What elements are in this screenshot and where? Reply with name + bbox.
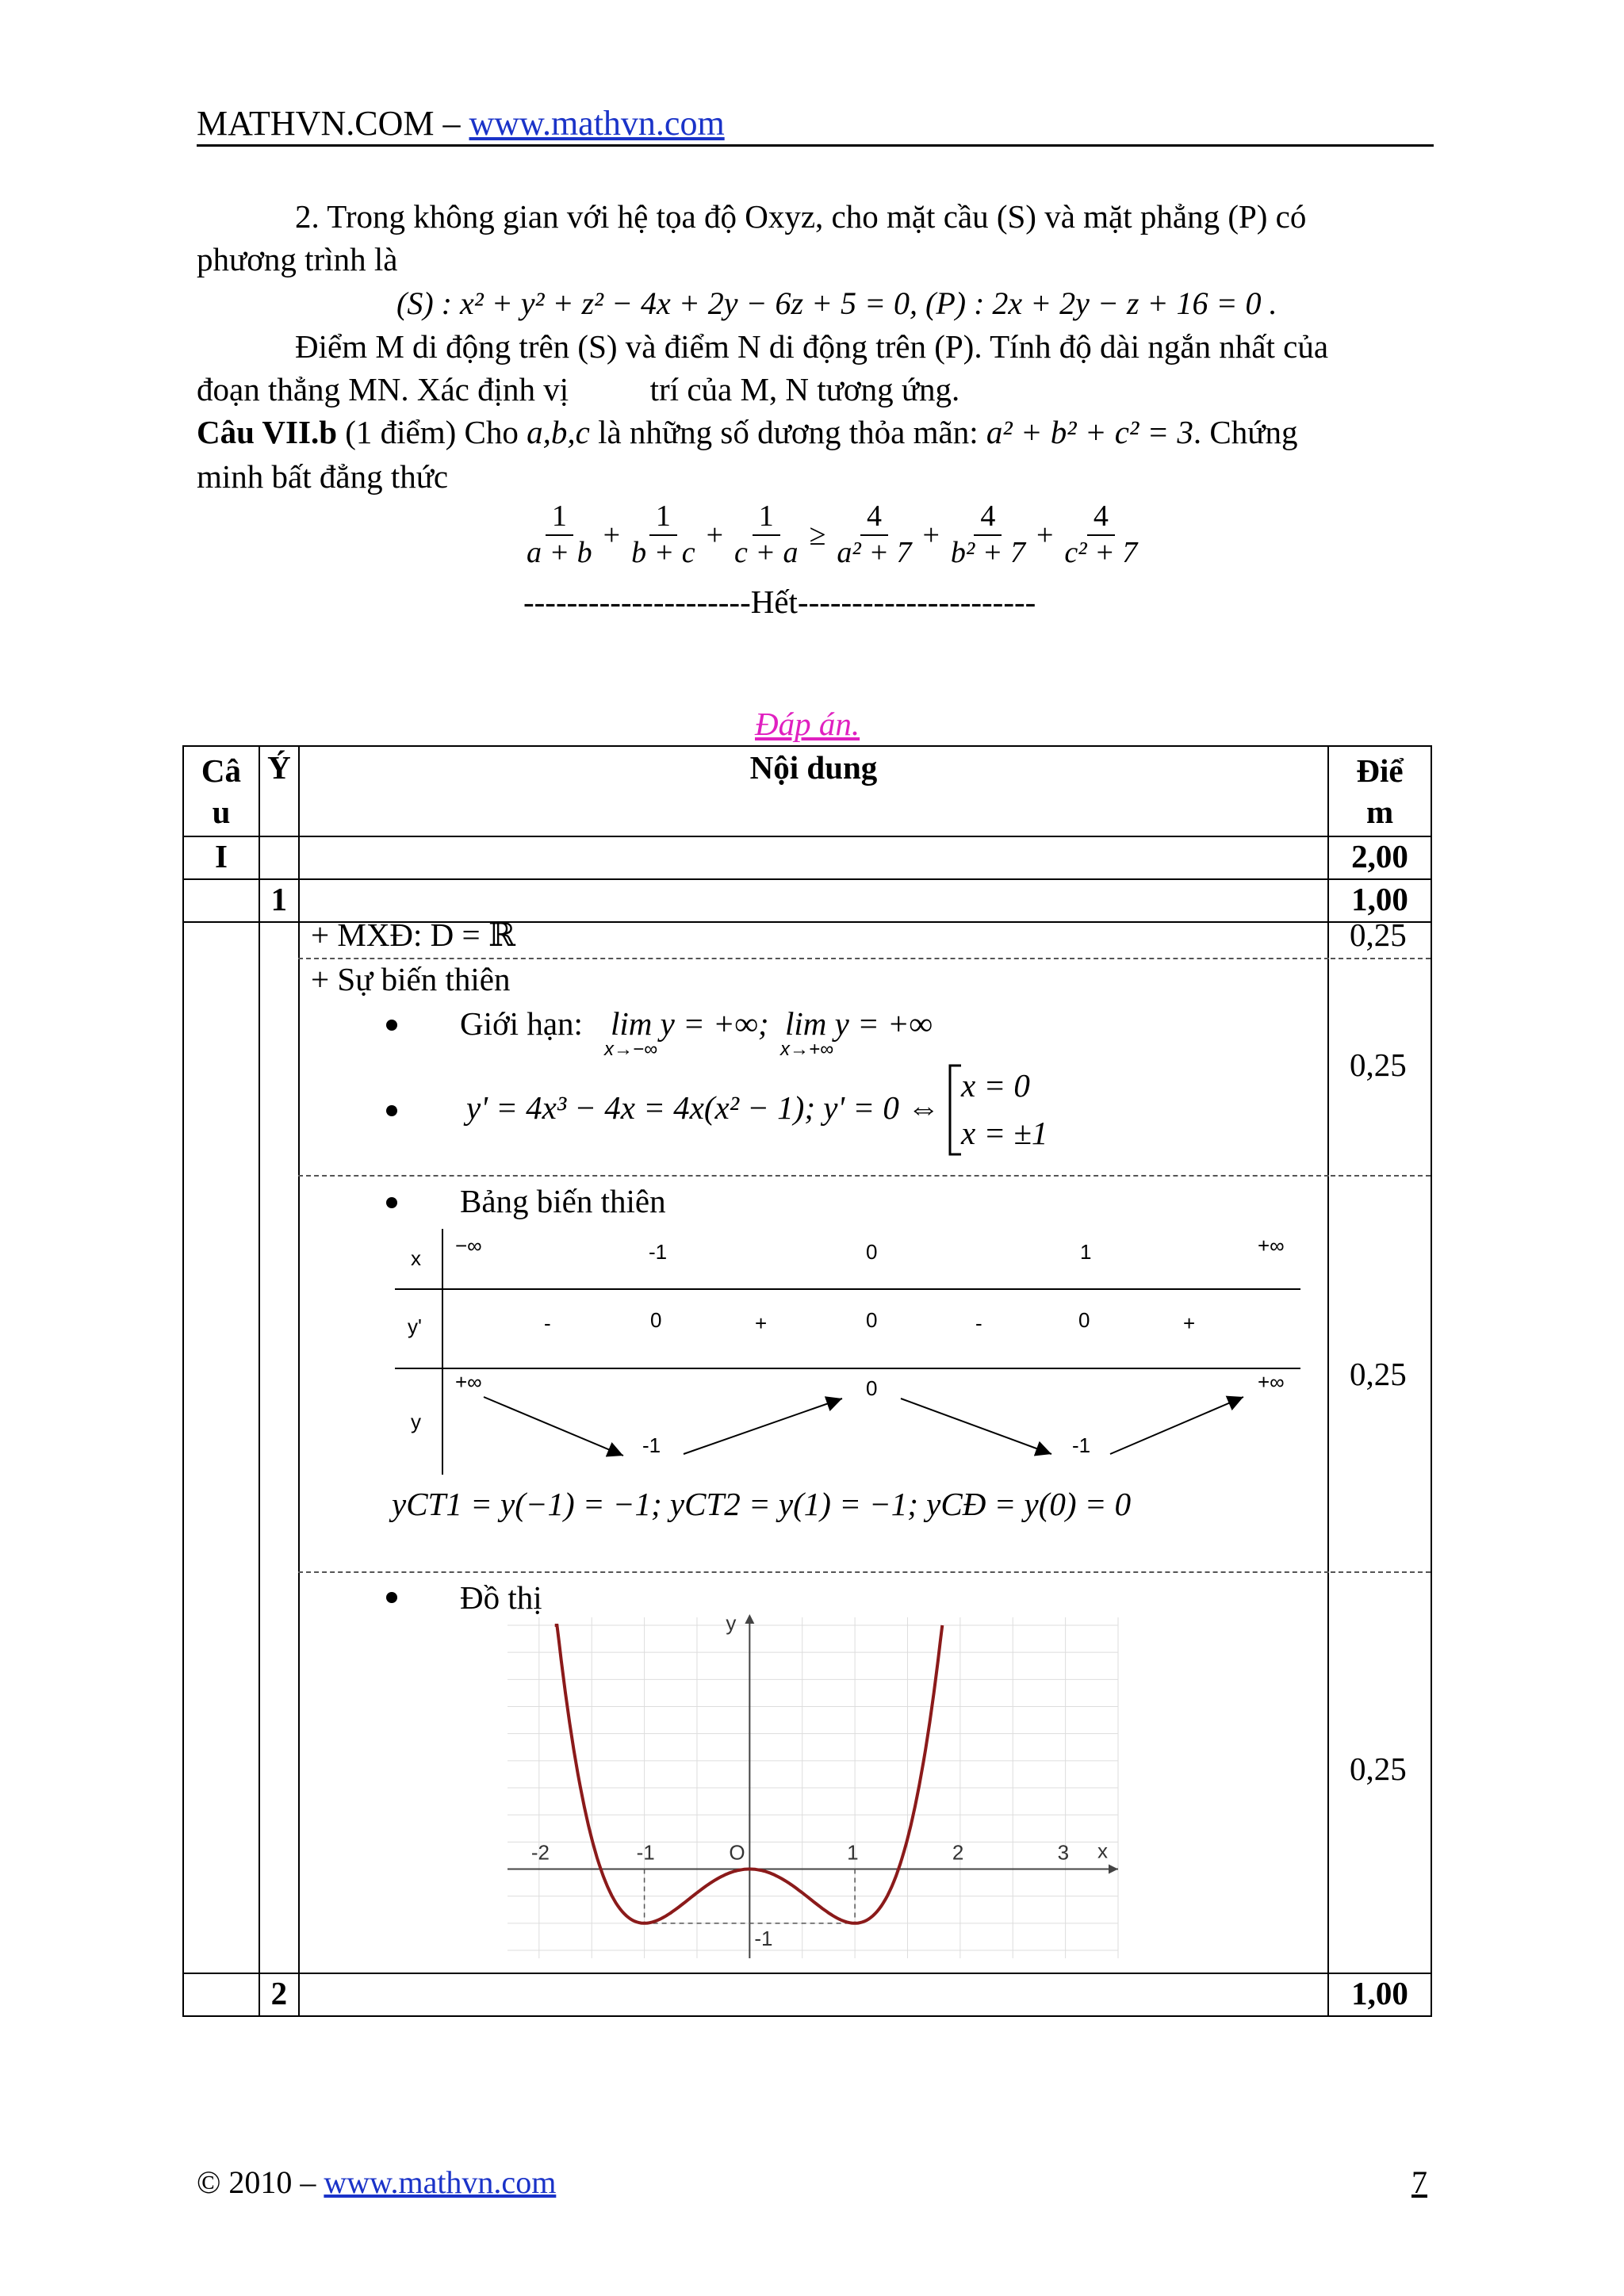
divider xyxy=(298,1571,1329,1573)
row-I-diem: 2,00 xyxy=(1328,836,1431,879)
fraction xyxy=(520,499,599,570)
fraction-den: a² + 7 xyxy=(837,535,912,569)
content-cau xyxy=(183,922,259,1973)
variation-table xyxy=(389,1229,1308,1475)
y-axis-label: y xyxy=(726,1611,737,1635)
fraction-den: a + b xyxy=(527,535,592,569)
lim1: lim y = +∞; xyxy=(611,1005,769,1042)
header-diem-text: Điể m xyxy=(1356,752,1404,830)
problem2-line1: 2. Trong không gian với hệ tọa độ Oxyz, cho mặt cầu (S) và mặt phẳng (P) có xyxy=(295,198,1307,235)
bbt-yp-val: 0 xyxy=(1078,1308,1090,1332)
bbt-y-label: y xyxy=(411,1410,421,1433)
divider xyxy=(1331,1175,1431,1177)
bbt-x-val: 1 xyxy=(1080,1240,1092,1264)
su-bien-thien: + Sự biến thiên xyxy=(311,961,511,997)
gioi-han-label: Giới hạn: xyxy=(460,1005,583,1042)
mxd: + MXĐ: D = ℝ xyxy=(311,916,515,953)
table-row xyxy=(183,836,1431,879)
row-I-y xyxy=(259,836,299,879)
end-marker: ---------------------Hết---------------------- xyxy=(523,584,1036,620)
x-tick-label: -2 xyxy=(530,1840,550,1865)
problem2-line2: phương trình là xyxy=(197,241,398,277)
bbt-yp-val: - xyxy=(544,1311,551,1335)
mxd-score: 0,25 xyxy=(1350,916,1407,953)
fraction xyxy=(1058,499,1143,570)
function-graph xyxy=(508,1609,1126,1966)
cau7b-line2: minh bất đẳng thức xyxy=(197,458,449,495)
x-tick-label: 2 xyxy=(952,1840,964,1865)
row-1-cau xyxy=(183,879,259,922)
bbt-x-val: −∞ xyxy=(455,1234,482,1257)
bbt-yp-label: y' xyxy=(408,1314,422,1338)
x-axis-label: x xyxy=(1097,1839,1108,1863)
cau7b-text1: (1 điểm) Cho xyxy=(337,414,527,450)
header-cau xyxy=(183,746,259,836)
answer-title: Đáp án. xyxy=(755,706,860,742)
header-link[interactable]: www.mathvn.com xyxy=(469,104,725,143)
x-tick-label: -1 xyxy=(636,1840,655,1865)
score2: 0,25 xyxy=(1350,1047,1407,1083)
inequality: $\frac{1}{a + b}$ + $\frac{1}{b + c}$ + $\frac{1}{c + a}$ ≥ $\frac{4}{\text{a² + 7}}$ + $\frac{4}{\text{b² + 7}}$ + $\frac{4}{\text{c² + 7}}$ xyxy=(515,499,1148,570)
lim2-sub: x→+∞ xyxy=(780,1039,834,1060)
extrema: yCT1 = y(−1) = −1; yCT2 = y(1) = −1; yCĐ = y(0) = 0 xyxy=(392,1486,1132,1522)
header-cau-text: Câ u xyxy=(201,752,242,830)
fraction-den: c² + 7 xyxy=(1064,535,1138,569)
footer-link[interactable]: www.mathvn.com xyxy=(324,2164,557,2200)
fraction-den: b² + 7 xyxy=(950,535,1025,569)
system-eq2: x = ±1 xyxy=(961,1115,1048,1151)
header-site: MATHVN.COM – xyxy=(197,104,469,143)
bullet-icon xyxy=(386,1197,397,1208)
cau7b-line1 xyxy=(197,412,1298,453)
row-I-cau: I xyxy=(183,836,259,879)
lim2: lim y = +∞ xyxy=(785,1005,933,1042)
content-y xyxy=(259,922,299,1973)
row-I-content xyxy=(299,836,1328,879)
fraction xyxy=(830,499,917,570)
score3: 0,25 xyxy=(1350,1356,1407,1392)
bullet-icon xyxy=(386,1020,397,1031)
table-row xyxy=(183,1973,1431,2016)
table-header-row xyxy=(183,746,1431,836)
cau7b-vars: a,b,c xyxy=(527,414,590,450)
x-tick-label: 3 xyxy=(1057,1840,1070,1865)
bbt-y-val: 0 xyxy=(866,1376,878,1400)
fraction-num: 1 xyxy=(753,499,780,536)
y-tick-label: -1 xyxy=(754,1926,773,1950)
system-eq1: x = 0 xyxy=(961,1067,1030,1104)
bbt-yp-val: 0 xyxy=(866,1308,878,1332)
footer-copy: © 2010 – xyxy=(197,2164,324,2200)
graph-axes xyxy=(508,1614,1118,1958)
bbt-y-val: +∞ xyxy=(1258,1370,1285,1394)
fraction-num: 1 xyxy=(649,499,677,536)
bullet-icon xyxy=(386,1592,397,1603)
row-1-y: 1 xyxy=(259,879,299,922)
fraction-den: b + c xyxy=(631,535,695,569)
x-tick-label: O xyxy=(729,1840,745,1865)
bullet-icon xyxy=(386,1105,397,1116)
do-thi-label: Đồ thị xyxy=(460,1579,542,1616)
bbt-x-label: x xyxy=(411,1246,421,1270)
cau7b-cond: a² + b² + c² = 3 xyxy=(986,414,1193,450)
bbt-y-val: -1 xyxy=(642,1433,661,1457)
derivative: y' = 4x³ − 4x = 4x(x² − 1); y' = 0 ⇔ xyxy=(466,1089,940,1126)
curve-line xyxy=(555,1625,943,1923)
divider xyxy=(1331,1571,1431,1573)
fraction-num: 1 xyxy=(546,499,573,536)
bbt-y-val: +∞ xyxy=(455,1370,482,1394)
x-axis-arrow xyxy=(1109,1865,1118,1874)
header-y: Ý xyxy=(259,746,299,836)
bbt-y-val: -1 xyxy=(1072,1433,1091,1457)
divider xyxy=(1331,958,1431,959)
bbt-yp-val: + xyxy=(755,1311,768,1335)
lim1-sub: x→−∞ xyxy=(604,1039,658,1060)
fraction-num: 4 xyxy=(860,499,888,536)
header-noidung: Nội dung xyxy=(299,746,1328,836)
divider xyxy=(298,1175,1329,1177)
row-2-cau xyxy=(183,1973,259,2016)
row-2-y: 2 xyxy=(259,1973,299,2016)
fraction-num: 4 xyxy=(974,499,1002,536)
bbt-x-val: 0 xyxy=(866,1240,878,1264)
row-2-content xyxy=(299,1973,1328,2016)
bbt-label: Bảng biến thiên xyxy=(460,1183,666,1219)
problem2-line4: đoạn thẳng MN. Xác định vị trí của M, N tương ứng. xyxy=(197,371,960,408)
fraction-num: 4 xyxy=(1087,499,1115,536)
arrow-down xyxy=(901,1399,1051,1454)
row-1-diem: 1,00 xyxy=(1328,879,1431,922)
arrow-up xyxy=(684,1399,842,1454)
cau7b-text2: là những số dương thỏa mãn: xyxy=(589,414,986,450)
score4: 0,25 xyxy=(1350,1751,1407,1787)
cau7b-text3: . Chứng xyxy=(1193,414,1298,450)
page-number: 7 xyxy=(1411,2164,1427,2200)
fraction-den: c + a xyxy=(734,535,799,569)
arrow-up xyxy=(1110,1397,1243,1454)
row-2-diem: 1,00 xyxy=(1328,1973,1431,2016)
bbt-x-val: -1 xyxy=(649,1240,668,1264)
header xyxy=(197,101,725,145)
fraction xyxy=(728,499,805,570)
header-diem xyxy=(1328,746,1431,836)
bbt-x-val: +∞ xyxy=(1258,1234,1285,1257)
footer xyxy=(197,2163,556,2202)
graph-grid xyxy=(508,1617,1118,1958)
problem2-equation: (S) : x² + y² + z² − 4x + 2y − 6z + 5 = 0, (P) : 2x + 2y − z + 16 = 0 . xyxy=(396,285,1277,321)
bbt-yp-val: + xyxy=(1183,1311,1196,1335)
header-rule xyxy=(197,144,1434,147)
arrow-down xyxy=(484,1397,623,1456)
problem2-line3: Điểm M di động trên (S) và điểm N di động trên (P). Tính độ dài ngắn nhất của xyxy=(295,328,1329,365)
fraction xyxy=(625,499,702,570)
cau7b-label: Câu VII.b xyxy=(197,414,337,450)
y-axis-arrow xyxy=(745,1614,754,1624)
bbt-yp-val: 0 xyxy=(650,1308,662,1332)
bbt-yp-val: - xyxy=(975,1311,982,1335)
x-tick-label: 1 xyxy=(847,1840,859,1865)
fraction xyxy=(944,499,1032,570)
